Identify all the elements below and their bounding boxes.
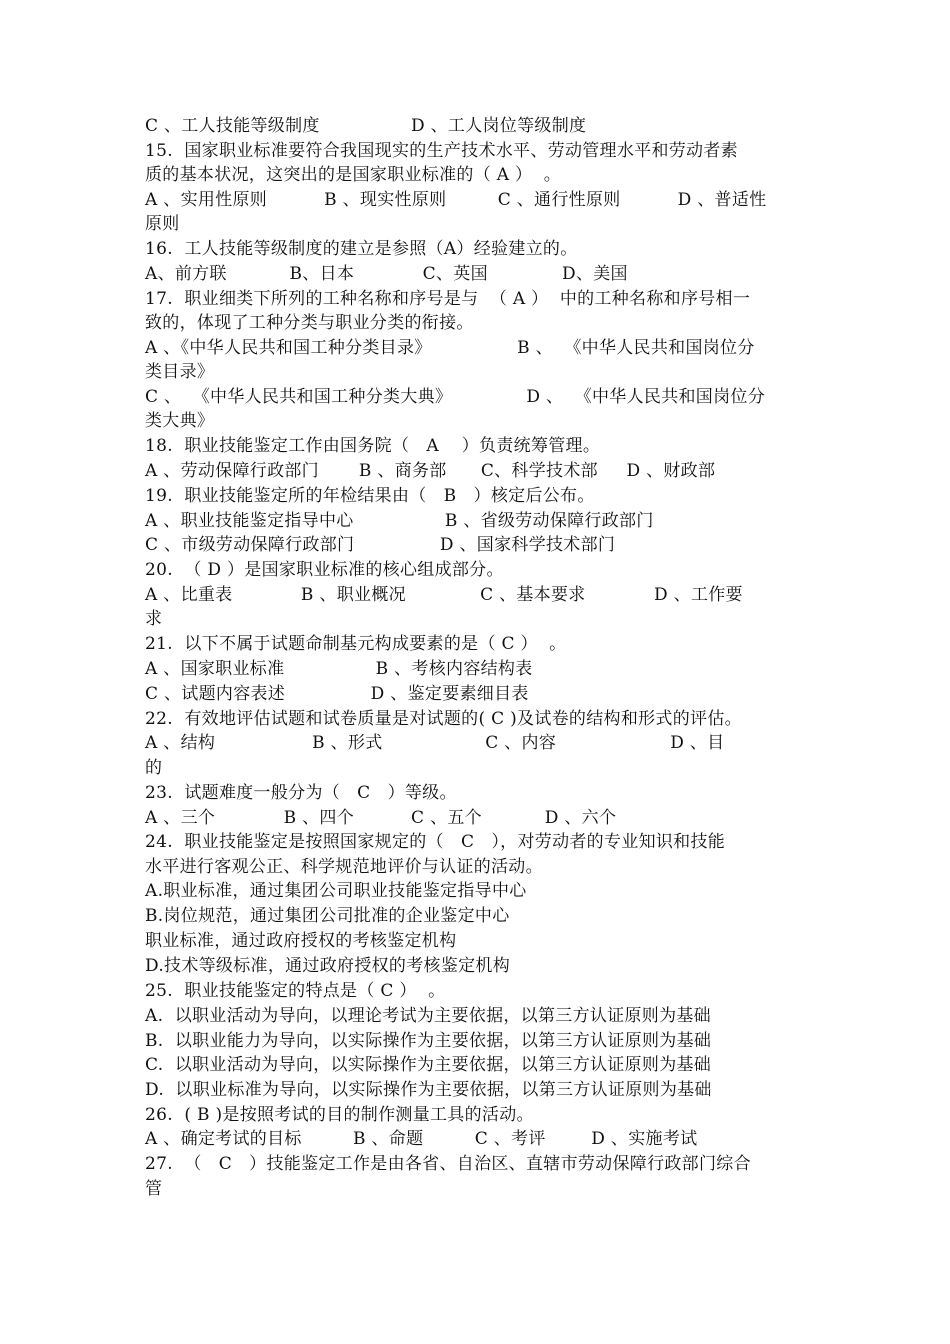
text-line: C 、 《中华人民共和国工种分类大典》 D 、 《中华人民共和国岗位分 [145, 387, 766, 407]
question-20: 20. （ D ）是国家职业标准的核心组成部分。 [145, 560, 504, 580]
option-25a: A. 以职业活动为导向，以理论考试为主要依据，以第三方认证原则为基础 [145, 1006, 711, 1026]
options-21: A 、国家职业标准 B 、考核内容结构表 [145, 659, 533, 679]
text-line: 原则 [145, 214, 180, 234]
options-15: A 、实用性原则 B 、现实性原则 C 、通行性原则 D 、普适性 [145, 190, 767, 210]
option-25b: B. 以职业能力为导向，以实际操作为主要依据，以第三方认证原则为基础 [145, 1031, 712, 1051]
text-line: 求 [145, 609, 163, 629]
question-22: 22. 有效地评估试题和试卷质量是对试题的( C )及试卷的结构和形式的评估。 [145, 709, 742, 729]
question-26: 26. ( B )是按照考试的目的制作测量工具的活动。 [145, 1105, 534, 1125]
text-line: C 、市级劳动保障行政部门 D 、国家科学技术部门 [145, 535, 616, 555]
options-20: A 、比重表 B 、职业概况 C 、基本要求 D 、工作要 [145, 585, 743, 605]
option-24a: A.职业标准，通过集团公司职业技能鉴定指导中心 [145, 881, 527, 901]
options-26: A 、确定考试的目标 B 、命题 C 、考评 D 、实施考试 [145, 1129, 698, 1149]
option-24d: D.技术等级标准，通过政府授权的考核鉴定机构 [145, 956, 511, 976]
question-21: 21. 以下不属于试题命制基元构成要素的是（ C ） 。 [145, 634, 567, 654]
question-23: 23. 试题难度一般分为（ C ）等级。 [145, 783, 457, 803]
option-24b: B.岗位规范，通过集团公司批准的企业鉴定中心 [145, 906, 510, 926]
option-24c: 职业标准，通过政府授权的考核鉴定机构 [145, 931, 457, 951]
text-line: 质的基本状况，这突出的是国家职业标准的（ A ） 。 [145, 165, 561, 185]
question-16: 16. 工人技能等级制度的建立是参照（A）经验建立的。 [145, 239, 578, 259]
question-19: 19. 职业技能鉴定所的年检结果由（ B ）核定后公布。 [145, 486, 595, 506]
text-line: 致的，体现了工种分类与职业分类的衔接。 [145, 313, 474, 333]
text-line: 类目录》 [145, 362, 215, 382]
options-16: A、前方联 B、日本 C、英国 D、美国 [145, 264, 628, 284]
text-line: C 、工人技能等级制度 D 、工人岗位等级制度 [145, 116, 587, 136]
options-23: A 、三个 B 、四个 C 、五个 D 、六个 [145, 808, 617, 828]
text-line: 管 [145, 1179, 163, 1199]
question-24: 24. 职业技能鉴定是按照国家规定的（ C ），对劳动者的专业知识和技能 [145, 832, 726, 852]
question-18: 18. 职业技能鉴定工作由国务院（ A ）负责统筹管理。 [145, 436, 601, 456]
text-line: 水平进行客观公正、科学规范地评价与认证的活动。 [145, 857, 543, 877]
text-line: C 、试题内容表述 D 、鉴定要素细目表 [145, 684, 529, 704]
options-19: A 、职业技能鉴定指导中心 B 、省级劳动保障行政部门 [145, 511, 654, 531]
options-22: A 、结构 B 、形式 C 、内容 D 、目 [145, 733, 725, 753]
question-27: 27. （ C ）技能鉴定工作是由各省、自治区、直辖市劳动保障行政部门综合 [145, 1154, 751, 1174]
question-25: 25. 职业技能鉴定的特点是（ C ） 。 [145, 981, 446, 1001]
question-17: 17. 职业细类下所列的工种名称和序号是与 （ A ） 中的工种名称和序号相一 [145, 289, 751, 309]
text-line: 的 [145, 758, 163, 778]
text-line: 类大典》 [145, 411, 215, 431]
option-25c: C. 以职业活动为导向，以实际操作为主要依据，以第三方认证原则为基础 [145, 1055, 712, 1075]
option-25d: D. 以职业标准为导向，以实际操作为主要依据，以第三方认证原则为基础 [145, 1080, 712, 1100]
question-15: 15. 国家职业标准要符合我国现实的生产技术水平、劳动管理水平和劳动者素 [145, 141, 738, 161]
options-18: A 、劳动保障行政部门 B 、商务部 C、科学技术部 D 、财政部 [145, 461, 716, 481]
options-17: A 、《中华人民共和国工种分类目录》 B 、 《中华人民共和国岗位分 [145, 338, 755, 358]
